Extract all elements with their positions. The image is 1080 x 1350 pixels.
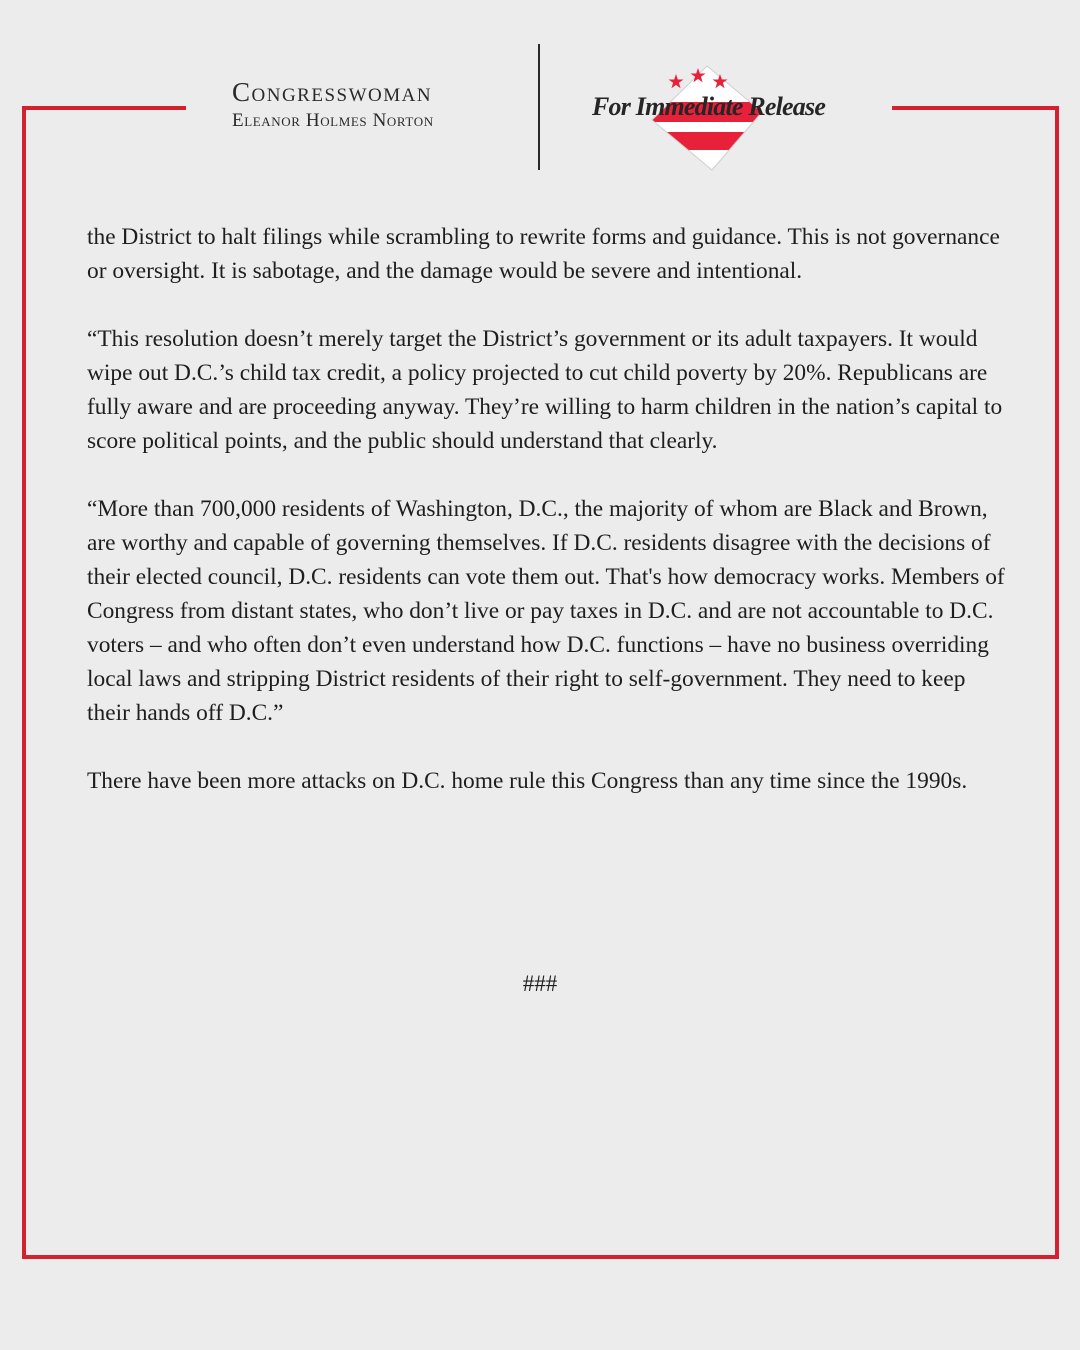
body-paragraph: “More than 700,000 residents of Washington, D.C., the majority of whom are Black and Brown, are worthy and capable of governing themselves. If D.C. residents disagree with the decisions of their elected council, D.C. residents can vote them out. That's how democracy works. Members of Congress from distant states, who don’t live or pay taxes in D.C. and are not accountable to D.C. voters – and who often don’t even understand how D.C. functions – have no business overriding local laws and stripping District residents of their right to self-government. They need to keep their hands off D.C.” (87, 496, 1005, 726)
end-mark: ### (522, 971, 558, 996)
congresswoman-masthead (232, 78, 502, 133)
masthead-name: Eleanor Holmes Norton (232, 110, 434, 131)
masthead-title: Congresswoman (232, 77, 433, 107)
body-paragraph: the District to halt filings while scrambling to rewrite forms and guidance. This is not governance or oversight. It is sabotage, and the damage would be severe and intentional. (87, 224, 1000, 284)
body-paragraph: There have been more attacks on D.C. home rule this Congress than any time since the 1990s. (87, 768, 968, 794)
frame-right-border (1055, 106, 1059, 1259)
header-divider (538, 44, 540, 170)
release-label: For Immediate Release (592, 92, 826, 121)
release-badge (590, 62, 850, 174)
frame-bottom-border (22, 1255, 1059, 1259)
frame-top-left-border (22, 106, 186, 110)
press-release-body (87, 220, 1007, 832)
frame-top-right-border (892, 106, 1059, 110)
frame-left-border (22, 106, 26, 1259)
star-icon (669, 74, 684, 88)
body-paragraph: “This resolution doesn’t merely target the District’s government or its adult taxpayers. It would wipe out D.C.’s child tax credit, a policy projected to cut child poverty by 20%. Republicans are fully aware and are proceeding anyway. They’re willing to harm children in the nation’s capital to score political points, and the public should understand that clearly. (87, 326, 1003, 454)
